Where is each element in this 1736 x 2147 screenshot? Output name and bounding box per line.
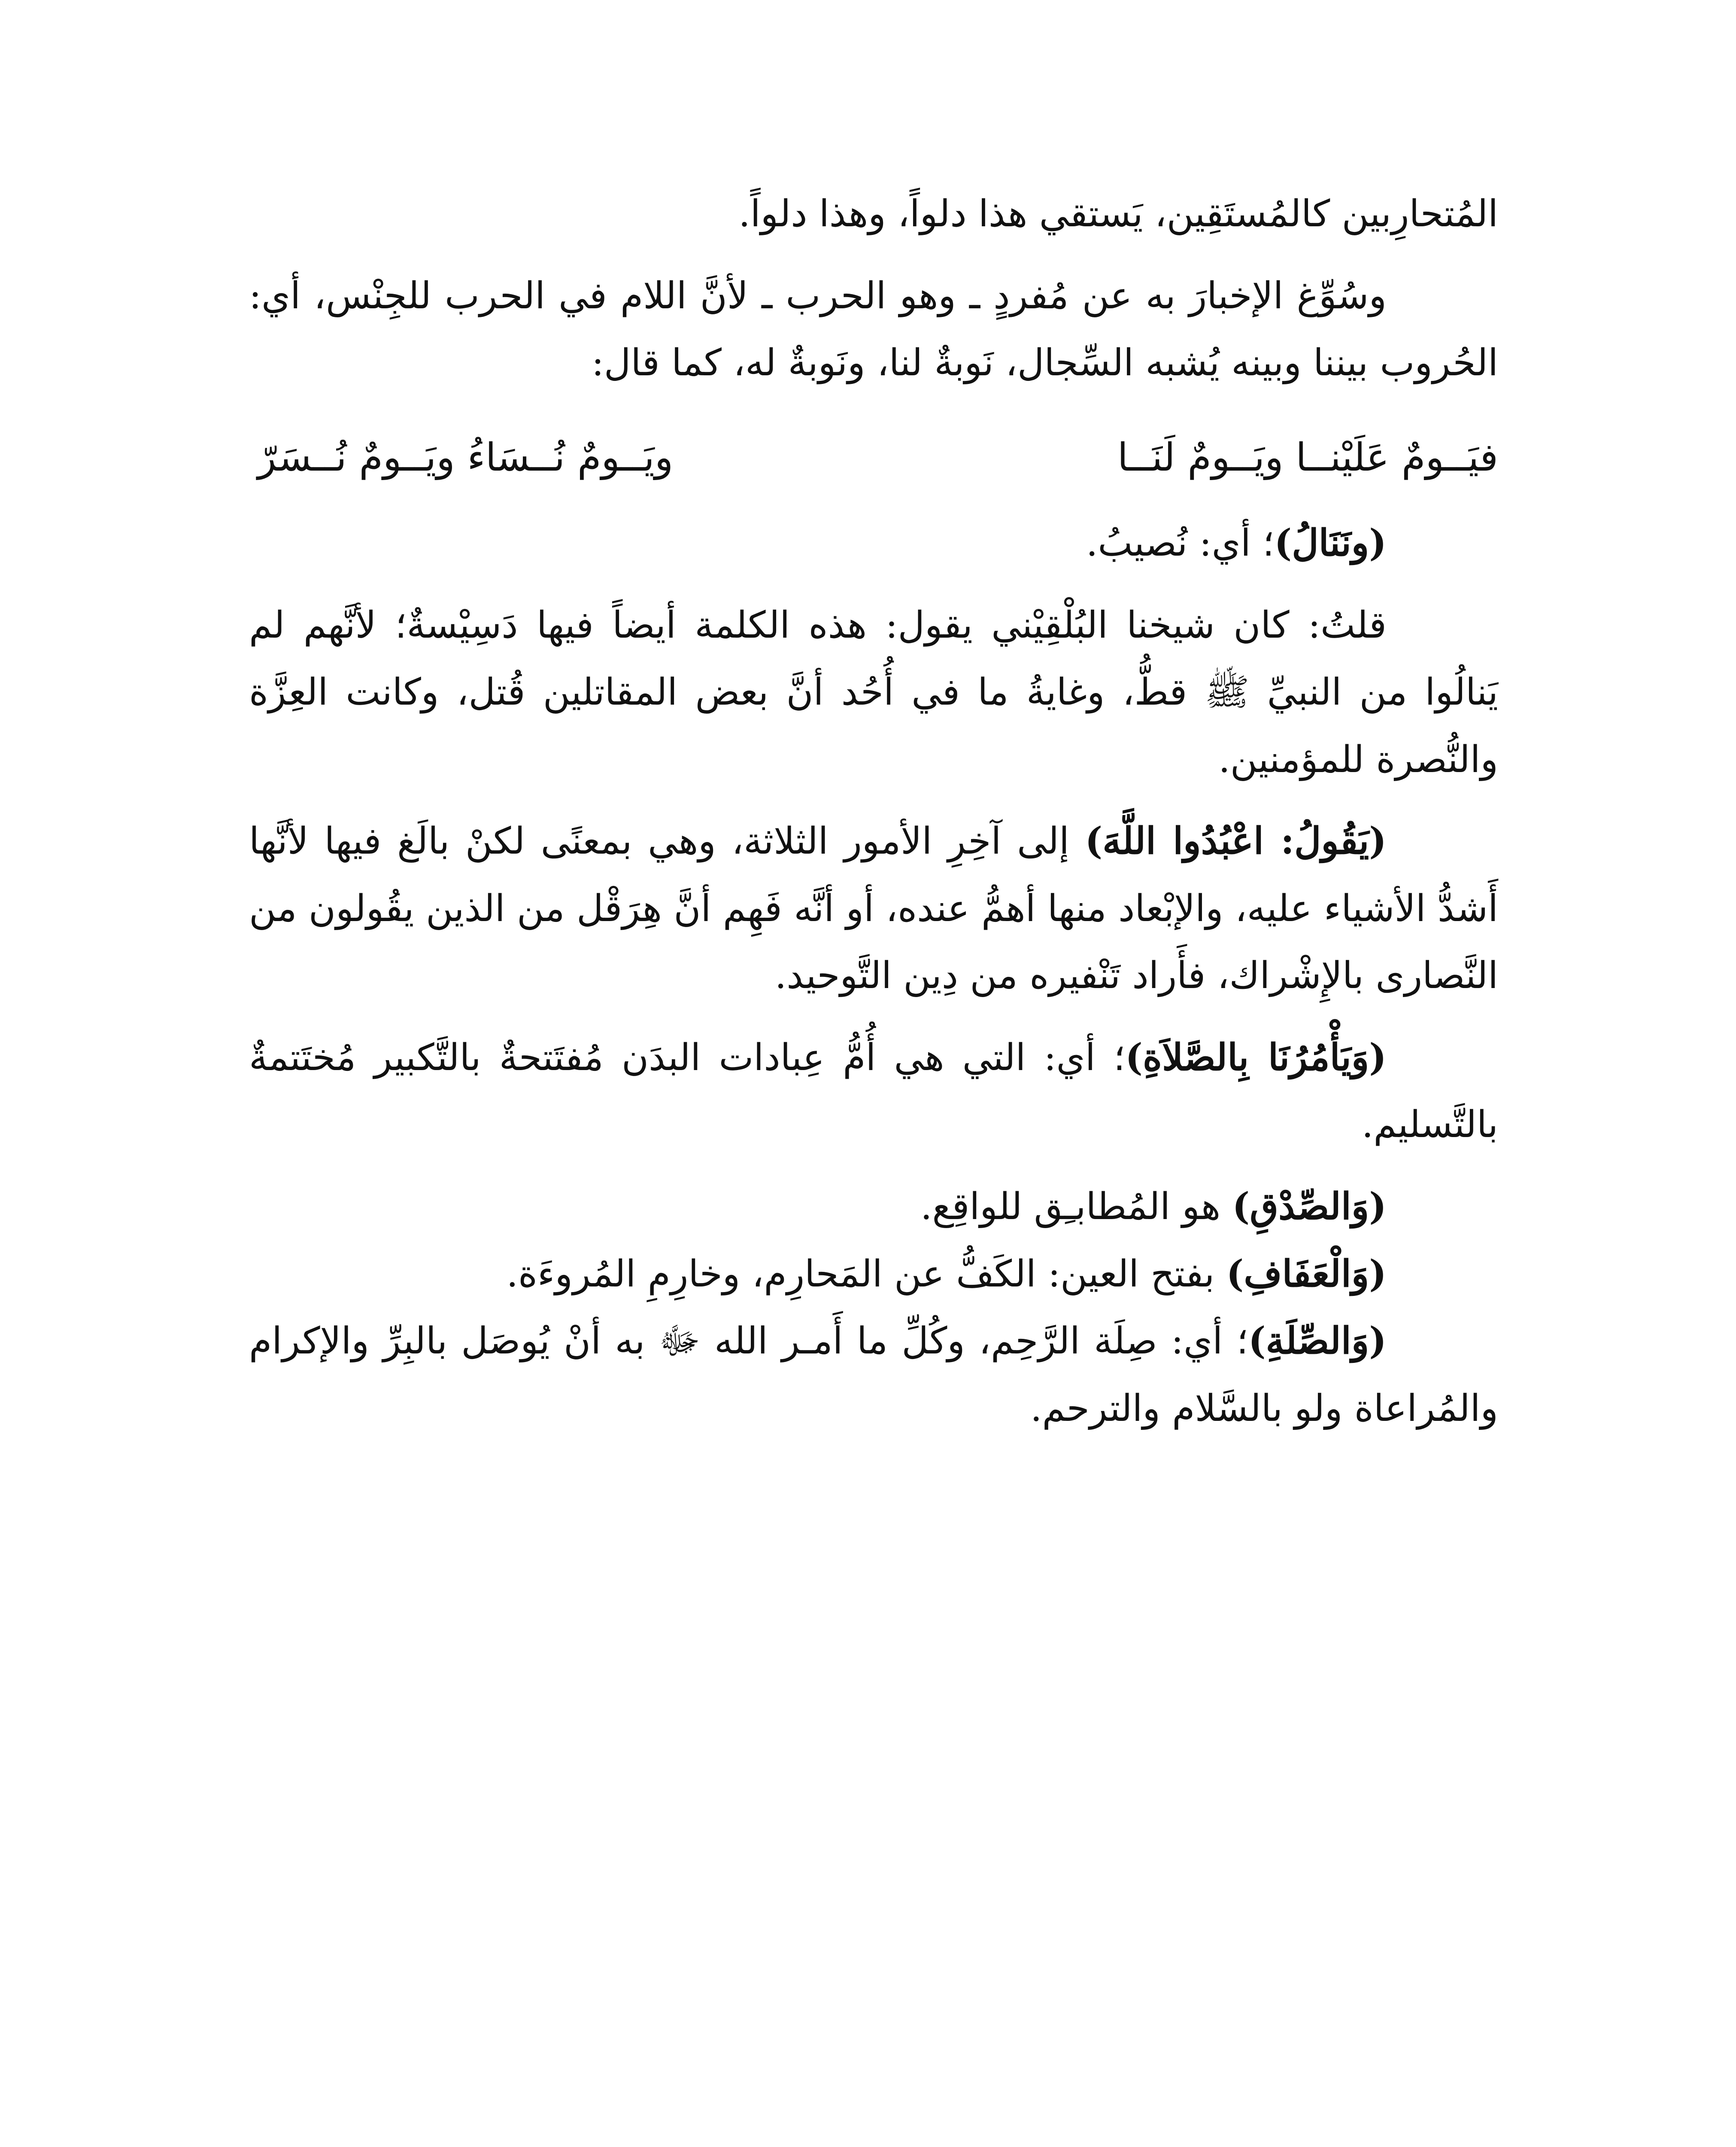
paragraph-1: المُتحارِبين كالمُستَقِين، يَستقي هذا دلواً، وهذا دلواً. xyxy=(738,192,1498,235)
quoted-phrase: (وَالصِّلَةِ) xyxy=(1248,1319,1387,1363)
quoted-phrase: (يَقُولُ: اعْبُدُوا اللَّهَ) xyxy=(1085,819,1387,863)
paragraph-text: هو المُطابـِق للواقِع. xyxy=(920,1185,1221,1228)
paragraph-text: بفتح العين: الكَفُّ عن المَحارِم، وخارِمِ المُروءَة. xyxy=(506,1252,1215,1295)
verse-first-hemistich: فيَــومٌ عَلَيْنــا ويَــومٌ لَنَــا xyxy=(1117,435,1498,480)
document-page xyxy=(249,180,1498,2147)
quoted-phrase: (وَالْعَفَافِ) xyxy=(1226,1252,1387,1295)
paragraph-text: ؛ أي: التي هي أُمُّ عِبادات البدَن مُفتَتحةٌ بالتَّكبير مُختَتمةٌ بالتَّسليم. xyxy=(249,1036,1498,1146)
paragraph-text: ؛ أي: صِلَة الرَّحِم، وكُلِّ ما أَمـر الله ﷻ به أنْ يُوصَل بالبِرِّ والإكرام والمُراعاة ولو بالسَّلام والترحم. xyxy=(249,1320,1498,1430)
quoted-phrase: (وَالصِّدْقِ) xyxy=(1232,1184,1387,1228)
paragraph-text: إلى آخِرِ الأمور الثلاثة، وهي بمعنًى لكنْ بالَغ فيها لأنَّها أَشدُّ الأشياء عليه، والإبْعاد منها أهمُّ عنده، أو أنَّه فَهِم أنَّ هِرَقْل من الذين يقُولون من النَّصارى بالإِشْراك، فأَراد تَنْفيره من دِين التَّوحيد. xyxy=(249,820,1498,997)
paragraph-4: قلتُ: كان شيخنا البُلْقِيْني يقول: هذه الكلمة أيضاً فيها دَسِيْسةٌ؛ لأنَّهم لم يَنالُوا من النبيِّ ﷺ قطُّ، وغايةُ ما في أُحُد أنَّ بعض المقاتلين قُتل، وكانت العِزَّة والنُّصرة للمؤمنين. xyxy=(249,603,1498,781)
verse-second-hemistich: ويَــومٌ نُــسَاءُ ويَــومٌ نُــسَرّ xyxy=(258,435,674,480)
poetry-verse xyxy=(258,423,1498,493)
paragraph-8 xyxy=(249,1241,1498,1308)
quoted-phrase: (ونَنَالُ) xyxy=(1274,521,1387,565)
quoted-phrase: (وَيَأْمُرُنَا بِالصَّلاَةِ) xyxy=(1125,1035,1387,1079)
paragraph-6 xyxy=(249,1024,1498,1159)
paragraph-text: ؛ أي: نُصيبُ. xyxy=(1086,522,1275,565)
paragraph-2: وسُوِّغ الإخبارَ به عن مُفردٍ ـ وهو الحرب ـ لأنَّ اللام في الحرب للجِنْس، أي: الحُروب بيننا وبينه يُشبه السِّجال، نَوبةٌ لنا، ونَوبةٌ له، كما قال: xyxy=(249,274,1498,385)
paragraph-3 xyxy=(249,510,1498,577)
paragraph-5 xyxy=(249,808,1498,1010)
paragraph-7 xyxy=(249,1173,1498,1241)
paragraph-9 xyxy=(249,1308,1498,1442)
